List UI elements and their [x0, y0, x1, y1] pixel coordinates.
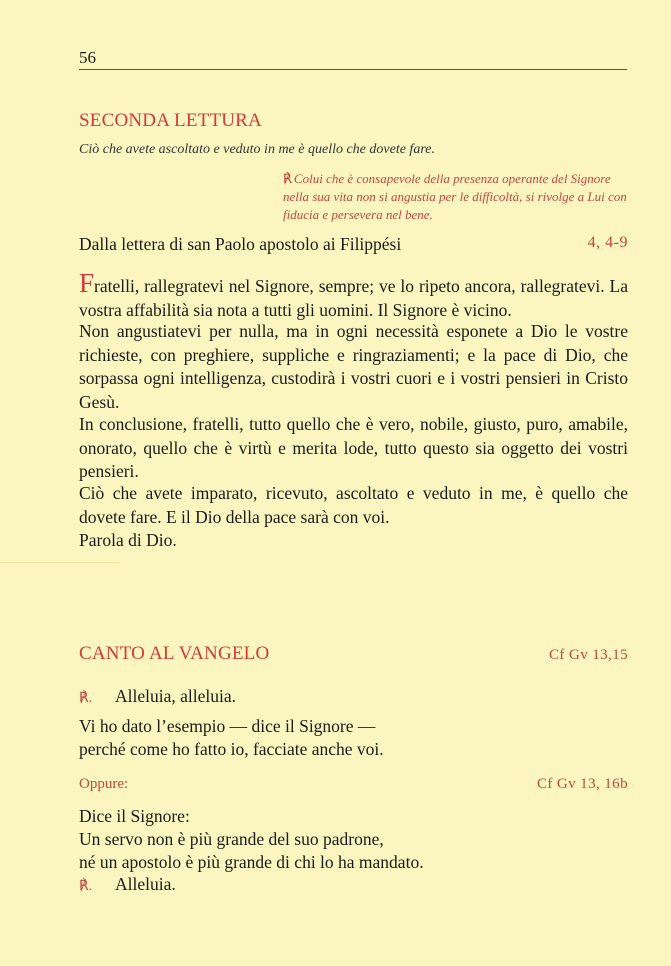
verse-line-1: Vi ho dato l’esempio — dice il Signore — [79, 716, 376, 736]
page-number: 56 [79, 48, 96, 67]
reading-paragraph-3: In conclusione, fratelli, tutto quello che è vero, nobile, giusto, puro, amabile, onorato, quello che è virtù e merita lode, tutto questo sia oggetto dei vostri pensieri. [79, 414, 628, 481]
alleluia-text: Alleluia, alleluia. [115, 686, 236, 706]
final-alleluia-text: Alleluia. [115, 874, 176, 894]
note-text: Colui che è consapevole della presenza operante del Signore nella sua vita non si angustia per le difficoltà, si rivolge a Lui con fiducia e persevera nel bene. [283, 171, 627, 222]
oppure-reference: Cf Gv 13, 16b [536, 776, 628, 792]
paragraph-1-text: ratelli, rallegratevi nel Signore, sempre; ve lo ripeto ancora, rallegratevi. La vostra affabilità sia nota a tutti gli uomini. Il Signore è vicino. [79, 276, 628, 320]
canto-reference: Cf Gv 13,15 [549, 647, 628, 663]
header-rule [79, 69, 627, 70]
alt-line-2: Un servo non è più grande del suo padrone, [79, 829, 384, 849]
alleluia-line [79, 686, 236, 707]
reading-paragraph-1 [79, 268, 628, 322]
response-symbol: ℟. [79, 691, 93, 706]
reading-paragraph-2: Non angustiatevi per nulla, ma in ogni necessità esponete a Dio le vostre richieste, con preghiere, suppliche e ringraziamenti; e la pace di Dio, che sorpassa ogni intelligenza, custodirà i vostri cuori e i vostri pensieri in Cristo Gesù. [79, 321, 628, 412]
reading-source-title: Dalla lettera di san Paolo apostolo ai Filippési [79, 234, 402, 254]
seconda-lettura-heading: SECONDA LETTURA [79, 110, 262, 131]
final-alleluia-line [79, 874, 176, 895]
final-response-symbol: ℟. [79, 879, 93, 894]
reading-source [79, 234, 628, 255]
reading-note [283, 170, 628, 224]
paper-fold-mark [0, 562, 120, 563]
reading-closing: Parola di Dio. [79, 530, 177, 550]
alt-line-1: Dice il Signore: [79, 806, 190, 826]
alt-line-3: né un apostolo è più grande di chi lo ha mandato. [79, 852, 424, 872]
canto-heading: CANTO AL VANGELO [79, 643, 270, 664]
verse-line-2: perché come ho fatto io, facciate anche voi. [79, 739, 384, 759]
note-symbol: ℟ [283, 171, 292, 186]
oppure-label: Oppure: [79, 776, 129, 792]
reading-intro: Ciò che avete ascoltato e veduto in me è quello che dovete fare. [79, 142, 435, 157]
dropcap: F [79, 268, 95, 298]
reading-paragraph-4: Ciò che avete imparato, ricevuto, ascoltato e veduto in me, è quello che dovete fare. E il Dio della pace sarà con voi. [79, 483, 628, 527]
reading-reference: 4, 4-9 [587, 234, 628, 251]
